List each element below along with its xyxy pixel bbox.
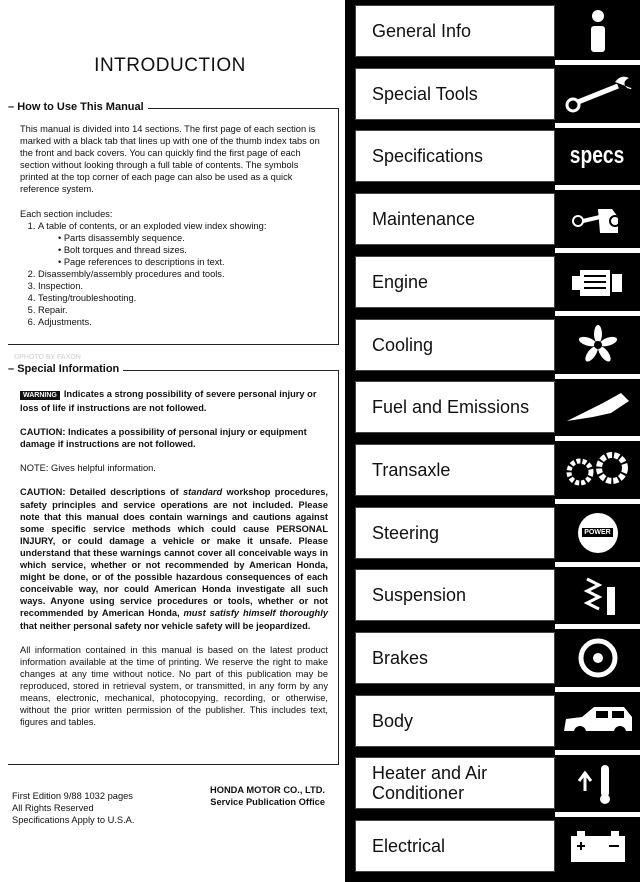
engine-icon: [555, 256, 640, 308]
rights-paragraph: All information contained in this manual is based on the latest product information available at the time of printing. We reserve the right to make changes at any time without notice. No part of this publication may be reproduced, stored in retrieval system, or transmitted, in any form by any means, electronic, mechanical, photocopying, recording, or otherwise, without the prior written permission of the publisher. This includes text, figures and tables.: [20, 644, 328, 728]
tab-divider: [555, 311, 640, 316]
list-item: 4. Testing/troubleshooting.: [38, 292, 328, 304]
list-item: • Bolt torques and thread sizes.: [58, 244, 328, 256]
edition-text: First Edition 9/88 1032 pages: [12, 791, 133, 801]
section-tab-special-tools[interactable]: [355, 68, 640, 120]
tab-label: Cooling: [355, 319, 555, 371]
tab-label: Specifications: [355, 130, 555, 182]
fuel-nozzle-icon: [555, 381, 640, 433]
company-name: HONDA MOTOR CO., LTD.: [210, 785, 325, 795]
office-name: Service Publication Office: [210, 797, 325, 807]
section-tab-brakes[interactable]: [355, 632, 640, 684]
section-index-tabs: [345, 0, 640, 882]
tab-label: Electrical: [355, 820, 555, 872]
tab-divider: [555, 60, 640, 65]
special-information-section: [8, 363, 339, 765]
section-tab-heater-and-air-conditioner[interactable]: [355, 757, 640, 809]
tab-label: Steering: [355, 507, 555, 559]
section-tab-fuel-and-emissions[interactable]: [355, 381, 640, 433]
battery-icon: [555, 820, 640, 872]
tab-divider: [555, 624, 640, 629]
fan-icon: [555, 319, 640, 371]
list-item: 3. Inspection.: [38, 280, 328, 292]
intro-paragraph: This manual is divided into 14 sections. The first page of each section is marked with a black tab that lines up with one of the thumb index tabs on the front and back covers. You can quickly find the first page of each section without looking through a full table of contents. The symbols printed at the top corner of each page can also be used as a quick reference system.: [20, 124, 320, 195]
wrench-icon: [555, 68, 640, 120]
tab-divider: [555, 750, 640, 755]
section-tab-transaxle[interactable]: [355, 444, 640, 496]
section-tab-maintenance[interactable]: [355, 193, 640, 245]
how-to-use-section: [8, 101, 339, 345]
specs-icon: [555, 130, 640, 182]
info-icon: [555, 5, 640, 57]
section-tab-cooling[interactable]: [355, 319, 640, 371]
section-heading: – Special Information: [8, 363, 123, 375]
list-item: 2. Disassembly/assembly procedures and tools.: [38, 268, 328, 280]
section-tab-body[interactable]: [355, 695, 640, 747]
power-steering-icon: [555, 507, 640, 559]
warning-badge: WARNING: [20, 391, 60, 400]
section-tab-engine[interactable]: [355, 256, 640, 308]
tab-divider: [555, 687, 640, 692]
tab-divider: [555, 436, 640, 441]
tab-divider: [555, 248, 640, 253]
page-title: INTRODUCTION: [94, 55, 246, 76]
tab-label: Engine: [355, 256, 555, 308]
watermark: ©PHOTO BY FAXON: [14, 354, 81, 361]
caution-paragraph: CAUTION: Indicates a possibility of personal injury or equipment damage if instructions are not followed.: [20, 427, 307, 450]
tab-label: Transaxle: [355, 444, 555, 496]
tab-label: Body: [355, 695, 555, 747]
shock-absorber-icon: [555, 569, 640, 621]
list-item: • Parts disassembly sequence.: [58, 232, 328, 244]
tab-divider: [555, 562, 640, 567]
list-item: 6. Adjustments.: [38, 316, 328, 328]
section-tab-suspension[interactable]: [355, 569, 640, 621]
list-item: 5. Repair.: [38, 304, 328, 316]
power-icon-text: POWER: [584, 529, 611, 537]
tab-divider: [555, 499, 640, 504]
publisher-info: [195, 784, 325, 808]
section-tab-electrical[interactable]: [355, 820, 640, 872]
car-body-icon: [555, 695, 640, 747]
caution-detail-paragraph: CAUTION: Detailed descriptions of standard workshop procedures, safety principles and service operations are not included. Please note that this manual does contain warnings and cautions against some specific service methods which could cause PERSONAL INJURY, or could damage a vehicle or make it unsafe. Please understand that these warnings cannot cover all conceivable ways in which service, whether or not recommended by American Honda, might be done, or of the possible hazardous consequences of each conceivable way, nor could American Honda investigate all such ways. Anyone using service procedures or tools, whether or not recommended by American Honda, must satisfy himself thoroughly that neither personal safety nor vehicle safety will be jeopardized.: [20, 487, 329, 631]
specs-icon-text: specs: [570, 142, 625, 170]
tab-divider: [555, 185, 640, 190]
warning-paragraph: WARNING Indicates a strong possibility of severe personal injury or loss of life if instructions are not followed.: [20, 389, 317, 414]
tab-label: Brakes: [355, 632, 555, 684]
rights-reserved-text: All Rights Reserved: [12, 803, 94, 813]
tab-label: Suspension: [355, 569, 555, 621]
tab-label: Heater and Air Conditioner: [355, 757, 555, 809]
thermometer-icon: [555, 757, 640, 809]
list-item: • Page references to descriptions in text.: [58, 256, 328, 268]
edition-info: [12, 790, 134, 826]
list-item: A table of contents, or an exploded view index showing:: [38, 220, 267, 231]
section-heading: – How to Use This Manual: [8, 101, 148, 113]
includes-list: [20, 220, 328, 329]
tab-label: Maintenance: [355, 193, 555, 245]
tab-label: General Info: [355, 5, 555, 57]
section-tab-steering[interactable]: [355, 507, 640, 559]
gears-icon: [555, 444, 640, 496]
section-tab-general-info[interactable]: [355, 5, 640, 57]
note-paragraph: NOTE: Gives helpful information.: [20, 463, 156, 474]
specs-region-text: Specifications Apply to U.S.A.: [12, 815, 135, 825]
tab-label: Special Tools: [355, 68, 555, 120]
tab-divider: [555, 123, 640, 128]
tab-divider: [555, 812, 640, 817]
tab-label: Fuel and Emissions: [355, 381, 555, 433]
tab-divider: [555, 374, 640, 379]
section-tab-specifications[interactable]: [355, 130, 640, 182]
maintenance-icon: [555, 193, 640, 245]
includes-label: Each section includes:: [20, 208, 113, 219]
brake-disc-icon: [555, 632, 640, 684]
